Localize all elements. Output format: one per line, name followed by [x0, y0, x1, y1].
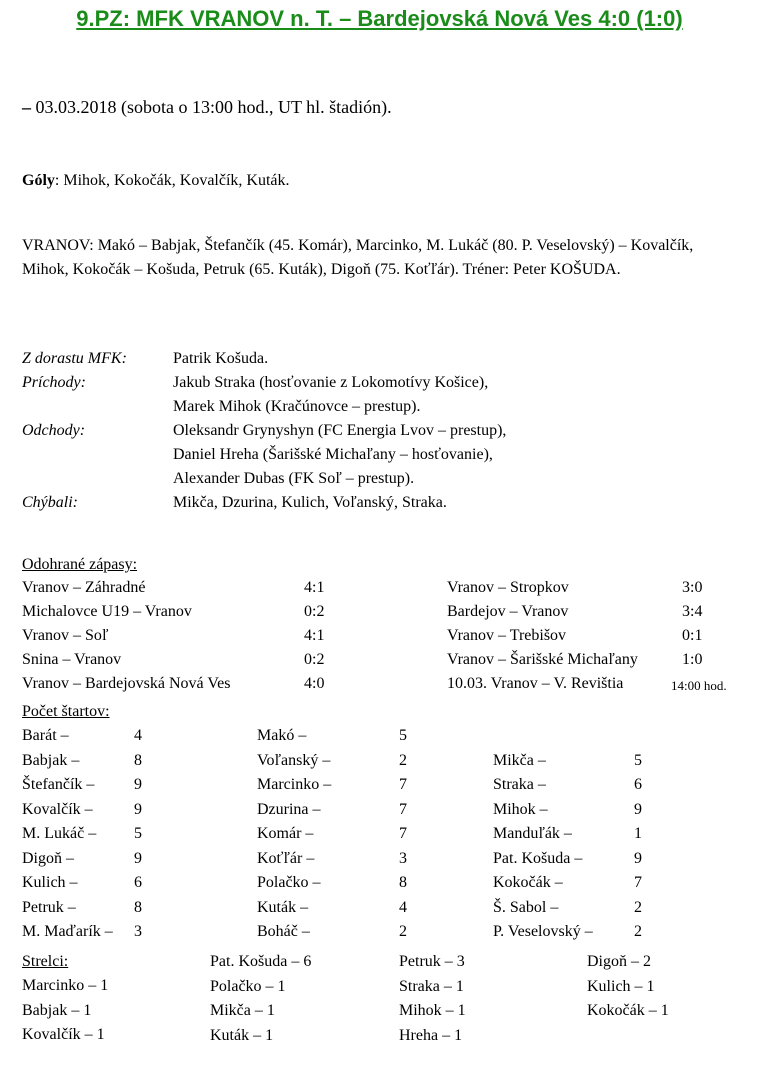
note-line: Oleksandr Grynyshyn (FC Energia Lvov – prestup), [173, 422, 507, 439]
match-teams: Vranov – Šarišské Michaľany [447, 651, 638, 668]
starts-count: 4 [399, 898, 407, 916]
starts-name: Barát – [22, 727, 69, 744]
match-teams: Vranov – Záhradné [22, 579, 146, 596]
starts-count: 1 [634, 825, 642, 842]
match-teams: Michalovce U19 – Vranov [22, 603, 192, 620]
goals-text: : Mihok, Kokočák, Kovalčík, Kuták. [54, 172, 290, 189]
match-score: 1:0 [682, 651, 703, 668]
match-teams: Vranov – Trebišov [447, 627, 567, 644]
note-label: Odchody: [22, 422, 86, 439]
starts-count: 6 [134, 874, 142, 891]
match-info [22, 97, 392, 118]
starts-name: Manduľák – [493, 825, 572, 842]
scorer: Digoň – 2 [587, 953, 651, 970]
scorer: Kokočák – 1 [587, 1002, 669, 1019]
note-line: Jakub Straka (hosťovanie z Lokomotívy Košice), [173, 374, 489, 391]
starts-name: Kulich – [22, 874, 78, 891]
match-score: 4:1 [304, 627, 325, 644]
scorer: Straka – 1 [399, 977, 464, 995]
note-line: Marek Mihok (Kračúnovce – prestup). [173, 398, 421, 415]
match-score: 3:4 [682, 603, 703, 620]
scorer: Hreha – 1 [399, 1026, 463, 1044]
lineup-paragraph: VRANOV: Makó – Babjak, Štefančík (45. Komár), Marcinko, M. Lukáč (80. P. Veselovský) – Kovalčík, Mihok, Kokočák – Košuda, Petruk (65. Kuták), Digoň (75. Koťľár). Tréner: Peter KOŠUDA. [22, 237, 694, 278]
starts-name: Mikča – [493, 751, 546, 769]
starts-count: 8 [399, 874, 407, 891]
starts-count: 2 [399, 751, 407, 769]
starts-count: 6 [634, 776, 642, 793]
starts-name: Makó – [257, 727, 307, 744]
starts-name: Štefančík – [22, 776, 95, 793]
scorer: Marcinko – 1 [22, 977, 109, 994]
match-score: 4:1 [304, 579, 325, 596]
match-teams: Vranov – Bardejovská Nová Ves [22, 675, 231, 692]
starts-count: 9 [634, 800, 642, 818]
starts-count: 7 [634, 874, 642, 891]
starts-count: 7 [399, 776, 407, 793]
starts-name: P. Veselovský – [493, 923, 593, 940]
scorer: Mikča – 1 [210, 1002, 275, 1019]
scorer: Babjak – 1 [22, 1001, 92, 1019]
starts-name: Š. Sabol – [493, 898, 559, 916]
next-match-time: 14:00 hod. [671, 678, 727, 693]
starts-name: Polačko – [257, 874, 321, 891]
starts-name: M. Maďarík – [22, 923, 113, 940]
note-label: Príchody: [22, 374, 86, 391]
scorer: Polačko – 1 [210, 977, 286, 995]
note-line: Patrik Košuda. [173, 350, 269, 367]
starts-count: 2 [634, 923, 642, 940]
starts-count: 9 [134, 849, 142, 867]
match-score: 0:2 [304, 603, 325, 620]
starts-name: Kuták – [257, 898, 309, 916]
starts-count: 2 [399, 923, 407, 940]
starts-count: 5 [399, 727, 407, 744]
starts-count: 8 [134, 898, 142, 916]
scorer: Kovalčík – 1 [22, 1026, 105, 1043]
starts-name: Pat. Košuda – [493, 849, 583, 867]
scorer: Pat. Košuda – 6 [210, 953, 312, 970]
match-score: 3:0 [682, 579, 703, 596]
scorer: Mihok – 1 [399, 1002, 466, 1019]
starts-name: Dzurina – [257, 800, 321, 818]
match-teams: Vranov – Soľ [22, 627, 109, 644]
starts-name: Straka – [493, 776, 546, 793]
note-label: Z dorastu MFK: [22, 350, 127, 367]
note-line: Alexander Dubas (FK Soľ – prestup). [173, 470, 415, 487]
starts-name: Digoň – [22, 849, 74, 867]
scorers-heading: Strelci: [22, 953, 69, 970]
starts-name: Kovalčík – [22, 800, 93, 818]
scorer: Kuták – 1 [210, 1026, 274, 1044]
starts-count: 7 [399, 800, 407, 818]
matches-heading: Odohrané zápasy: [22, 556, 138, 573]
scorer: Kulich – 1 [587, 977, 655, 995]
starts-name: Petruk – [22, 898, 76, 916]
note-line: Daniel Hreha (Šarišské Michaľany – hosťovanie), [173, 446, 493, 463]
match-score: 0:2 [304, 651, 325, 668]
note-label: Chýbali: [22, 494, 78, 511]
starts-count: 3 [134, 923, 142, 940]
starts-name: Boháč – [257, 923, 310, 940]
note-line: Mikča, Dzurina, Kulich, Voľanský, Straka. [173, 494, 447, 511]
starts-name: Koťľár – [257, 849, 315, 867]
page-title: 9.PZ: MFK VRANOV n. T. – Bardejovská Nová Ves 4:0 (1:0) [76, 6, 683, 31]
goals-label: Góly [22, 172, 55, 189]
match-teams: Vranov – Stropkov [447, 579, 569, 596]
starts-count: 7 [399, 825, 407, 842]
starts-name: Babjak – [22, 751, 80, 769]
starts-name: M. Lukáč – [22, 825, 97, 842]
starts-count: 3 [399, 849, 407, 867]
starts-name: Marcinko – [257, 776, 332, 793]
starts-heading: Počet štartov: [22, 703, 110, 720]
match-teams: Bardejov – Vranov [447, 603, 569, 620]
starts-name: Mihok – [493, 800, 548, 818]
next-match-teams: 10.03. Vranov – V. Revištia [447, 675, 624, 692]
match-score: 0:1 [682, 627, 703, 644]
starts-count: 5 [634, 751, 642, 769]
starts-count: 9 [134, 776, 142, 793]
match-teams: Snina – Vranov [22, 651, 122, 668]
starts-count: 4 [134, 727, 142, 744]
starts-name: Voľanský – [257, 751, 331, 769]
match-info-text: 03.03.2018 (sobota o 13:00 hod., UT hl. štadión). [31, 97, 392, 117]
starts-name: Kokočák – [493, 874, 563, 891]
starts-count: 5 [134, 825, 142, 842]
starts-count: 9 [634, 849, 642, 867]
scorer: Petruk – 3 [399, 953, 465, 970]
goals-line [22, 172, 290, 190]
match-score: 4:0 [304, 675, 325, 692]
starts-name: Komár – [257, 825, 314, 842]
starts-count: 2 [634, 898, 642, 916]
starts-count: 8 [134, 751, 142, 769]
match-info-dash: – [22, 97, 31, 117]
starts-count: 9 [134, 800, 142, 818]
